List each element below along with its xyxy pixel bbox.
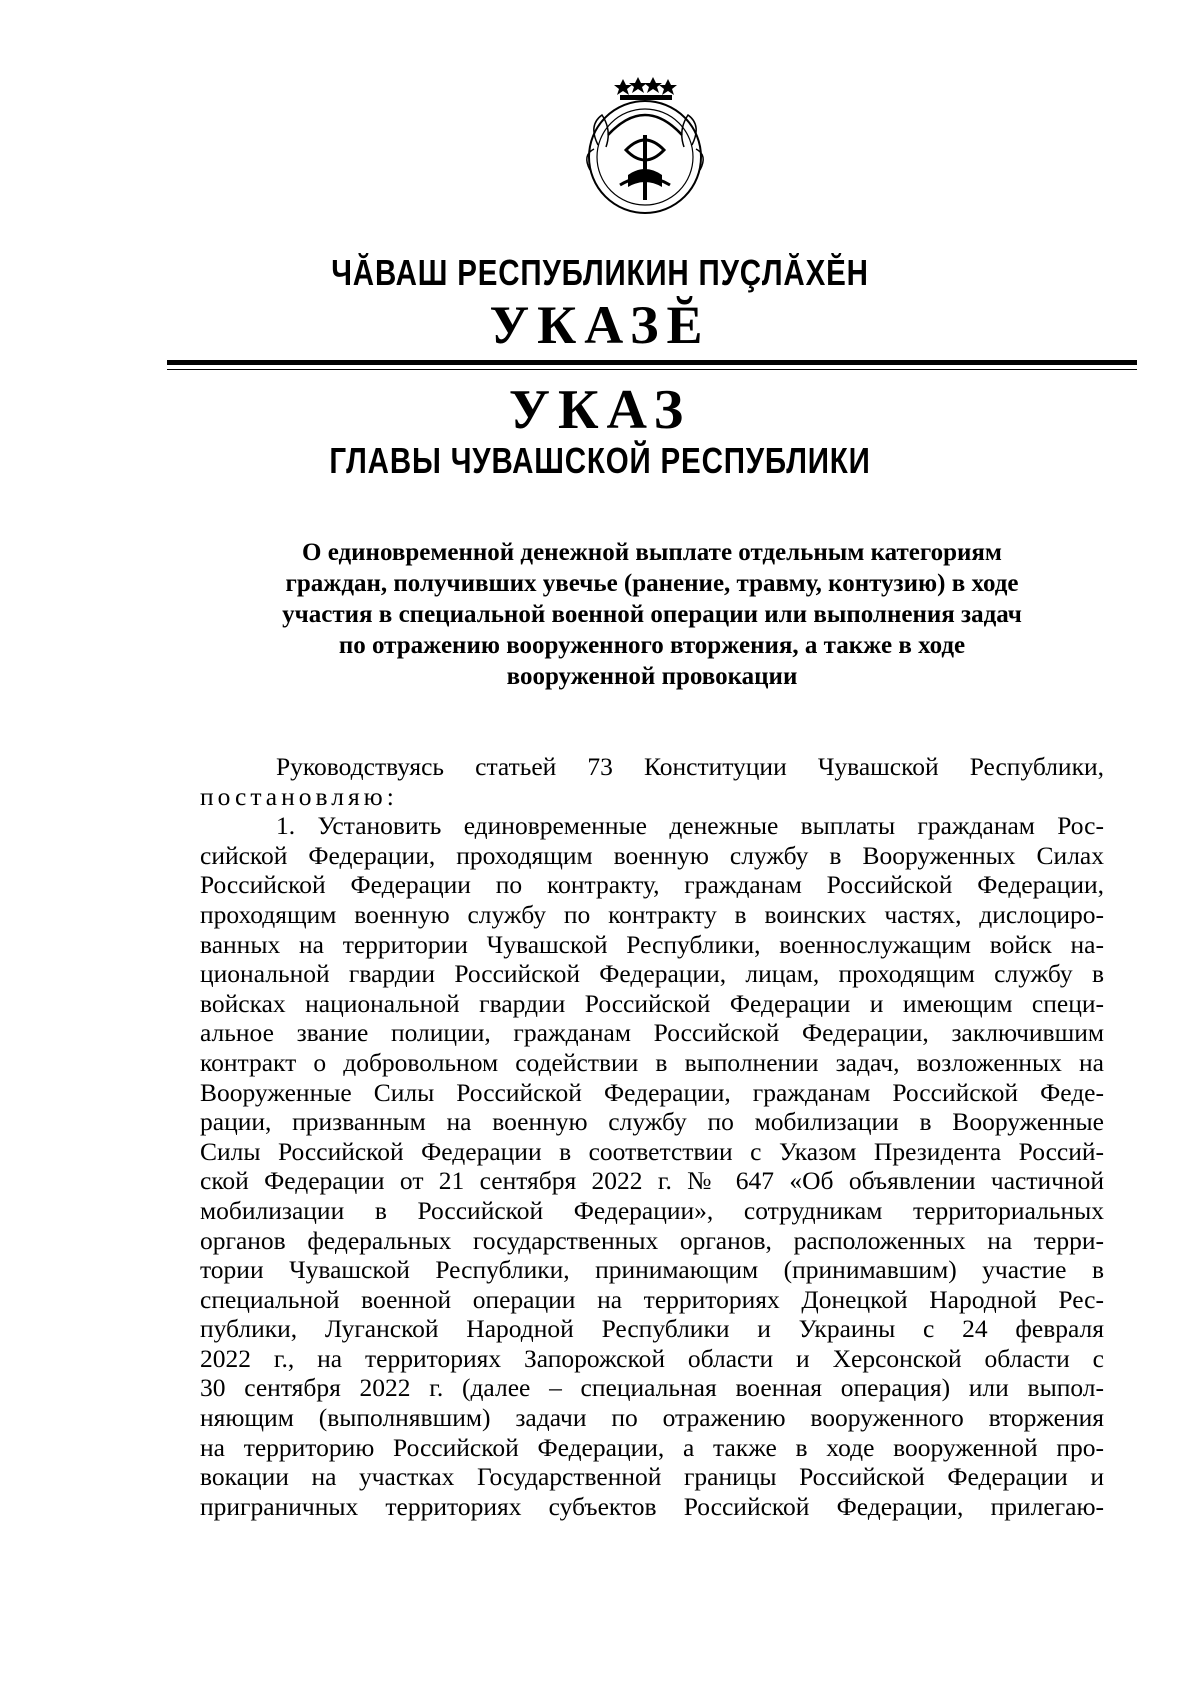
body-line: проходящим военную службу по контракту в воинских частях, дислоциро- — [200, 899, 1104, 929]
chuvash-title: ЧĂВАШ РЕСПУБЛИКИН ПУÇЛĂХĔН — [331, 252, 869, 293]
body-line: публики, Луганской Народной Республики и Украины с 24 февраля — [200, 1314, 1104, 1344]
subject-line: участия в специальной военной операции или выполнения задач — [282, 601, 1022, 628]
russian-decree-title: УКАЗ — [508, 379, 692, 441]
body-line: ской Федерации от 21 сентября 2022 г. № 647 «Об объявлении частичной — [200, 1166, 1104, 1196]
subject-line: по отражению вооруженного вторжения, а также в ходе — [338, 632, 966, 659]
body-line: вокации на участках Государственной границы Российской Федерации и — [200, 1462, 1104, 1492]
coat-of-arms-emblem — [568, 75, 722, 225]
subject-line: О единовременной денежной выплате отдельным категориям — [302, 539, 1002, 566]
body-line: тории Чувашской Республики, принимающим (принимавшим) участие в — [200, 1255, 1104, 1285]
body-line: контракт о добровольном содействии в выполнении задач, возложенных на — [200, 1047, 1104, 1077]
body-line: 30 сентября 2022 г. (далее – специальная военная операция) или выпол- — [200, 1373, 1104, 1403]
resolution-word: постановляю: — [200, 781, 398, 811]
body-line: специальной военной операции на территориях Донецкой Народной Рес- — [200, 1284, 1104, 1314]
body-line: рации, призванным на военную службу по мобилизации в Вооруженные — [200, 1107, 1104, 1137]
body-line: на территорию Российской Федерации, а также в ходе вооруженной про- — [200, 1432, 1104, 1462]
subject-line: вооруженной провокации — [506, 663, 798, 690]
body-line: Силы Российской Федерации в соответствии с Указом Президента Россий- — [200, 1136, 1104, 1166]
header-rule-thick — [167, 360, 1137, 365]
body-line: циональной гвардии Российской Федерации, лицам, проходящим службу в — [200, 959, 1104, 989]
body-line: няющим (выполнявшим) задачи по отражению вооруженного вторжения — [200, 1403, 1104, 1433]
decree-body — [200, 752, 1104, 1521]
body-line: альное звание полиции, гражданам Российской Федерации, заключившим — [200, 1018, 1104, 1048]
body-line: 2022 г., на территориях Запорожской области и Херсонской области с — [200, 1343, 1104, 1373]
chuvash-decree-title: УКАЗĔ — [489, 295, 711, 355]
body-line: приграничных территориях субъектов Российской Федерации, прилегаю- — [200, 1491, 1104, 1521]
body-line: сийской Федерации, проходящим военную службу в Вооруженных Силах — [200, 840, 1104, 870]
russian-title: ГЛАВЫ ЧУВАШСКОЙ РЕСПУБЛИКИ — [329, 440, 871, 481]
body-line: ванных на территории Чувашской Республики, военнослужащим войск на- — [200, 929, 1104, 959]
body-line: войсках национальной гвардии Российской Федерации и имеющим специ- — [200, 988, 1104, 1018]
body-line: Российской Федерации по контракту, гражданам Российской Федерации, — [200, 870, 1104, 900]
body-line: 1. Установить единовременные денежные выплаты гражданам Рос- — [276, 811, 1104, 841]
body-line: мобилизации в Российской Федерации», сотрудникам территориальных — [200, 1195, 1104, 1225]
body-line: органов федеральных государственных органов, расположенных на терри- — [200, 1225, 1104, 1255]
body-line: Вооруженные Силы Российской Федерации, гражданам Российской Феде- — [200, 1077, 1104, 1107]
header-rule-thin — [167, 369, 1137, 370]
preamble-line: Руководствуясь статьей 73 Конституции Чувашской Республики, — [276, 752, 1104, 781]
decree-subject — [200, 537, 1104, 692]
subject-line: граждан, получивших увечье (ранение, травму, контузию) в ходе — [285, 570, 1019, 597]
